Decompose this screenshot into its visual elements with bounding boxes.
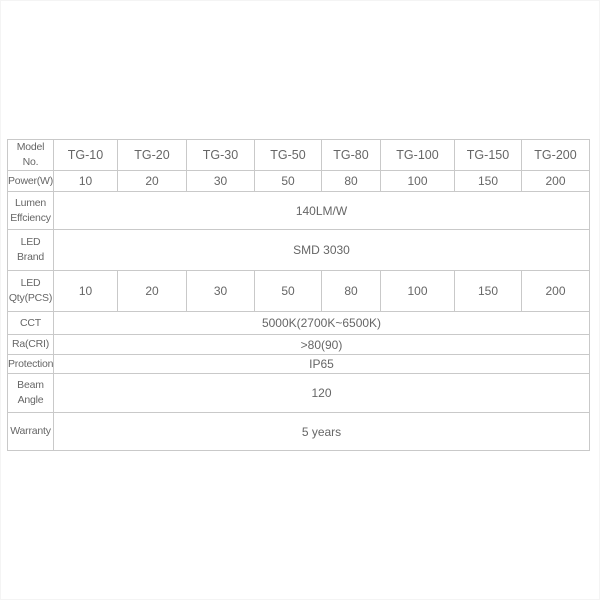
- table-row-ra-cri: [8, 335, 590, 355]
- row-label-lumen-efficiency: Lumen Effciency: [8, 192, 54, 230]
- led-qty-cell: 100: [381, 271, 455, 312]
- beam-angle-value: 120: [54, 374, 590, 413]
- lumen-efficiency-value: 140LM/W: [54, 192, 590, 230]
- table-row-led-brand: [8, 230, 590, 271]
- row-label-led-brand: LED Brand: [8, 230, 54, 271]
- led-qty-cell: 10: [54, 271, 118, 312]
- model-cell-tg-150: TG-150: [455, 140, 522, 171]
- power-cell: 20: [118, 171, 187, 192]
- product-spec-table: [7, 139, 590, 451]
- row-label-model-no: Model No.: [8, 140, 54, 171]
- power-cell: 50: [255, 171, 322, 192]
- table-row-led-qty: [8, 271, 590, 312]
- power-cell: 100: [381, 171, 455, 192]
- power-cell: 150: [455, 171, 522, 192]
- power-cell: 10: [54, 171, 118, 192]
- model-cell-tg-200: TG-200: [522, 140, 590, 171]
- table-row-cct: [8, 312, 590, 335]
- table-row-protection: [8, 355, 590, 374]
- power-cell: 200: [522, 171, 590, 192]
- row-label-beam-angle: Beam Angle: [8, 374, 54, 413]
- table-row-lumen-efficiency: [8, 192, 590, 230]
- model-cell-tg-100: TG-100: [381, 140, 455, 171]
- led-brand-value: SMD 3030: [54, 230, 590, 271]
- model-cell-tg-30: TG-30: [187, 140, 255, 171]
- model-cell-tg-80: TG-80: [322, 140, 381, 171]
- model-cell-tg-50: TG-50: [255, 140, 322, 171]
- ra-cri-value: >80(90): [54, 335, 590, 355]
- table-row-warranty: [8, 413, 590, 451]
- model-cell-tg-10: TG-10: [54, 140, 118, 171]
- protection-value: IP65: [54, 355, 590, 374]
- power-cell: 80: [322, 171, 381, 192]
- power-cell: 30: [187, 171, 255, 192]
- row-label-power: Power(W): [8, 171, 54, 192]
- led-qty-cell: 30: [187, 271, 255, 312]
- led-qty-cell: 20: [118, 271, 187, 312]
- led-qty-cell: 150: [455, 271, 522, 312]
- led-qty-cell: 200: [522, 271, 590, 312]
- row-label-led-qty: LED Qty(PCS): [8, 271, 54, 312]
- row-label-warranty: Warranty: [8, 413, 54, 451]
- led-qty-cell: 50: [255, 271, 322, 312]
- row-label-protection: Protection: [8, 355, 54, 374]
- row-label-ra-cri: Ra(CRI): [8, 335, 54, 355]
- table-row-model-no: [8, 140, 590, 171]
- led-qty-cell: 80: [322, 271, 381, 312]
- model-cell-tg-20: TG-20: [118, 140, 187, 171]
- cct-value: 5000K(2700K~6500K): [54, 312, 590, 335]
- table-row-power: [8, 171, 590, 192]
- warranty-value: 5 years: [54, 413, 590, 451]
- row-label-cct: CCT: [8, 312, 54, 335]
- table-row-beam-angle: [8, 374, 590, 413]
